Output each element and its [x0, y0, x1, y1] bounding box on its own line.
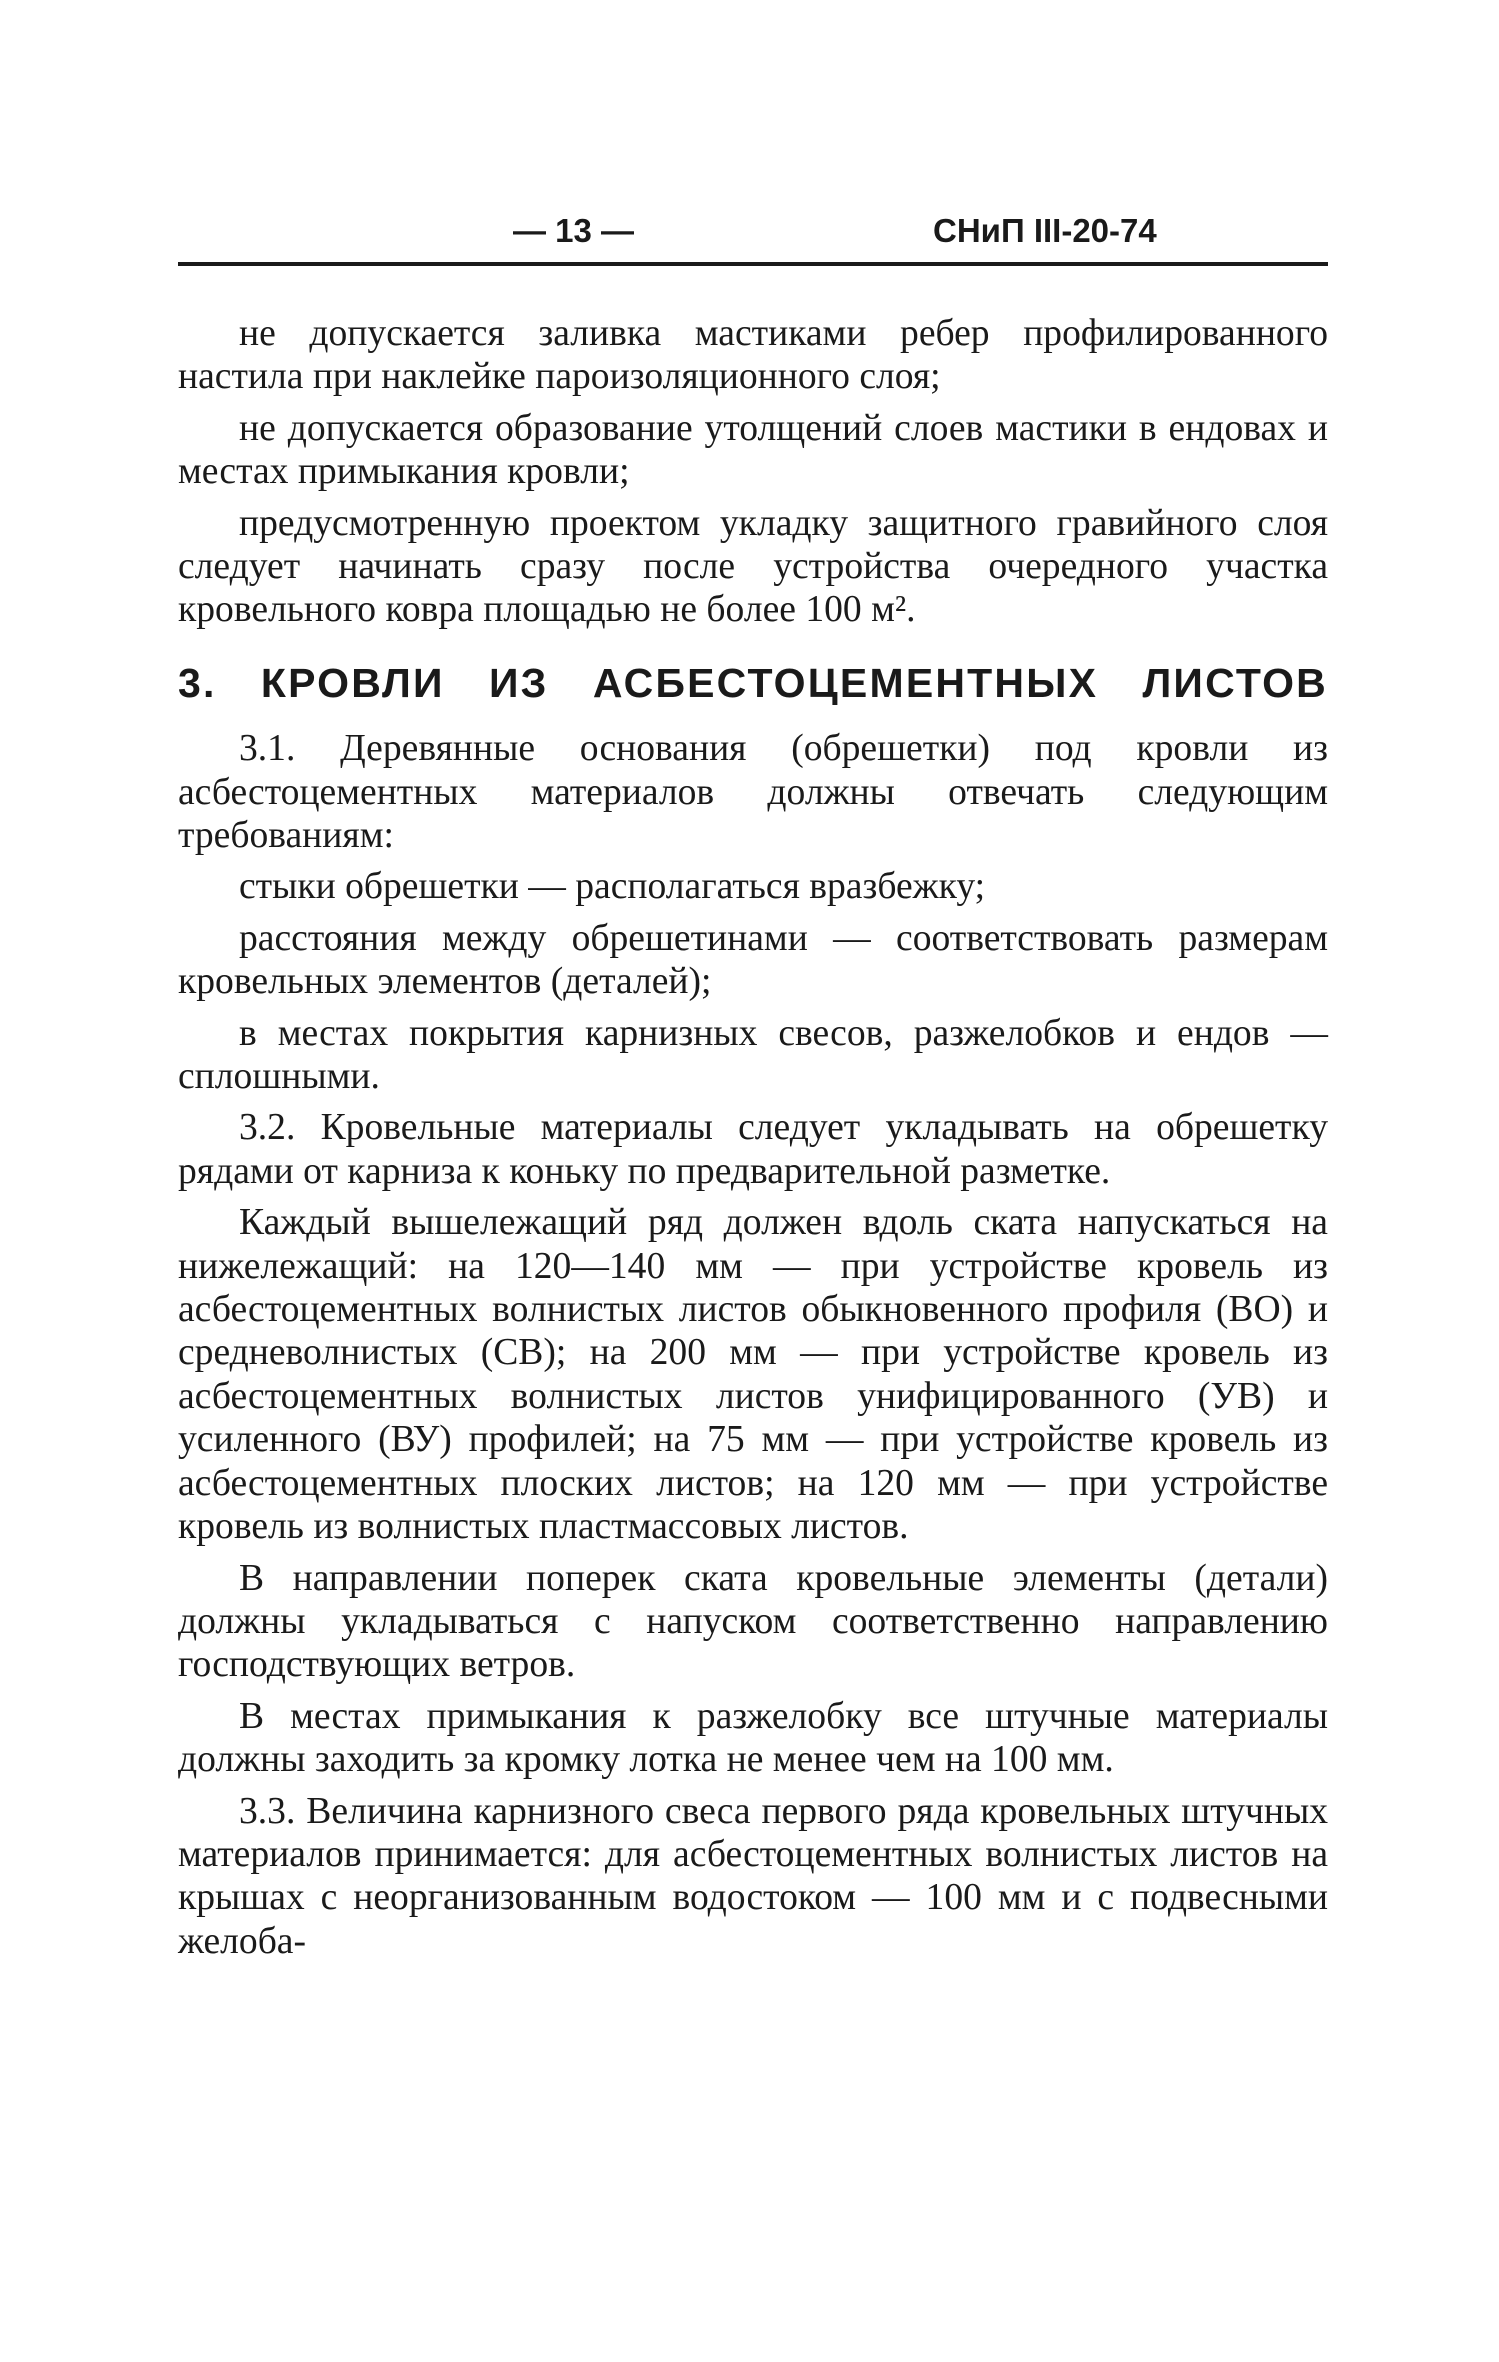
- paragraph: 3.1. Деревянные основания (обрешетки) под кровли из асбестоцементных материалов должны отвечать следующим требованиям:: [178, 728, 1328, 856]
- section-heading: 3. КРОВЛИ ИЗ АСБЕСТОЦЕМЕНТНЫХ ЛИСТОВ: [178, 659, 1328, 706]
- paragraph: В направлении поперек ската кровельные элементы (детали) должны укладываться с напуском соответственно направлению господствующих ветров.: [178, 1557, 1328, 1686]
- paragraph: 3.3. Величина карнизного свеса первого ряда кровельных штучных материалов принимается: для асбестоцементных волнистых листов на крышах с неорганизованным водостоком — 100 мм и с подвесными желоба-: [178, 1790, 1328, 1962]
- running-header: [178, 200, 1328, 260]
- paragraph: не допускается образование утолщений слоев мастики в ендовах и местах примыкания кровли;: [178, 407, 1328, 493]
- paragraph: не допускается заливка мастиками ребер профилированного настила при наклейке пароизоляционного слоя;: [178, 313, 1328, 398]
- header-rule: [178, 262, 1328, 266]
- paragraph: в местах покрытия карнизных свесов, разжелобков и ендов — сплошными.: [178, 1012, 1328, 1098]
- paragraph: 3.2. Кровельные материалы следует укладывать на обрешетку рядами от карниза к коньку по предварительной разметке.: [178, 1107, 1328, 1192]
- document-code: СНиП III-20-74: [933, 212, 1157, 249]
- paragraph: Каждый вышележащий ряд должен вдоль ската напускаться на нижележащий: на 120—140 мм — при устройстве кровель из асбестоцементных волнистых листов обыкновенного профиля (ВО) и средневолнистых (СВ); на 200 мм — при устройстве кровель из асбестоцементных волнистых листов унифицированного (УВ) и усиленного (ВУ) профилей; на 75 мм — при устройстве кровель из асбестоцементных плоских листов; на 120 мм — при устройстве кровель из волнистых пластмассовых листов.: [178, 1202, 1328, 1548]
- body-text: [178, 312, 1328, 1963]
- page-number: — 13 —: [513, 212, 635, 249]
- paragraph: стыки обрешетки — располагаться вразбежку;: [239, 866, 986, 908]
- document-page: [178, 200, 1328, 1971]
- paragraph: расстояния между обрешетинами — соответствовать размерам кровельных элементов (деталей);: [178, 917, 1328, 1003]
- paragraph: В местах примыкания к разжелобку все штучные материалы должны заходить за кромку лотка не менее чем на 100 мм.: [178, 1695, 1328, 1781]
- paragraph: предусмотренную проектом укладку защитного гравийного слоя следует начинать сразу после устройства очередного участка кровельного ковра площадью не более 100 м².: [178, 502, 1328, 631]
